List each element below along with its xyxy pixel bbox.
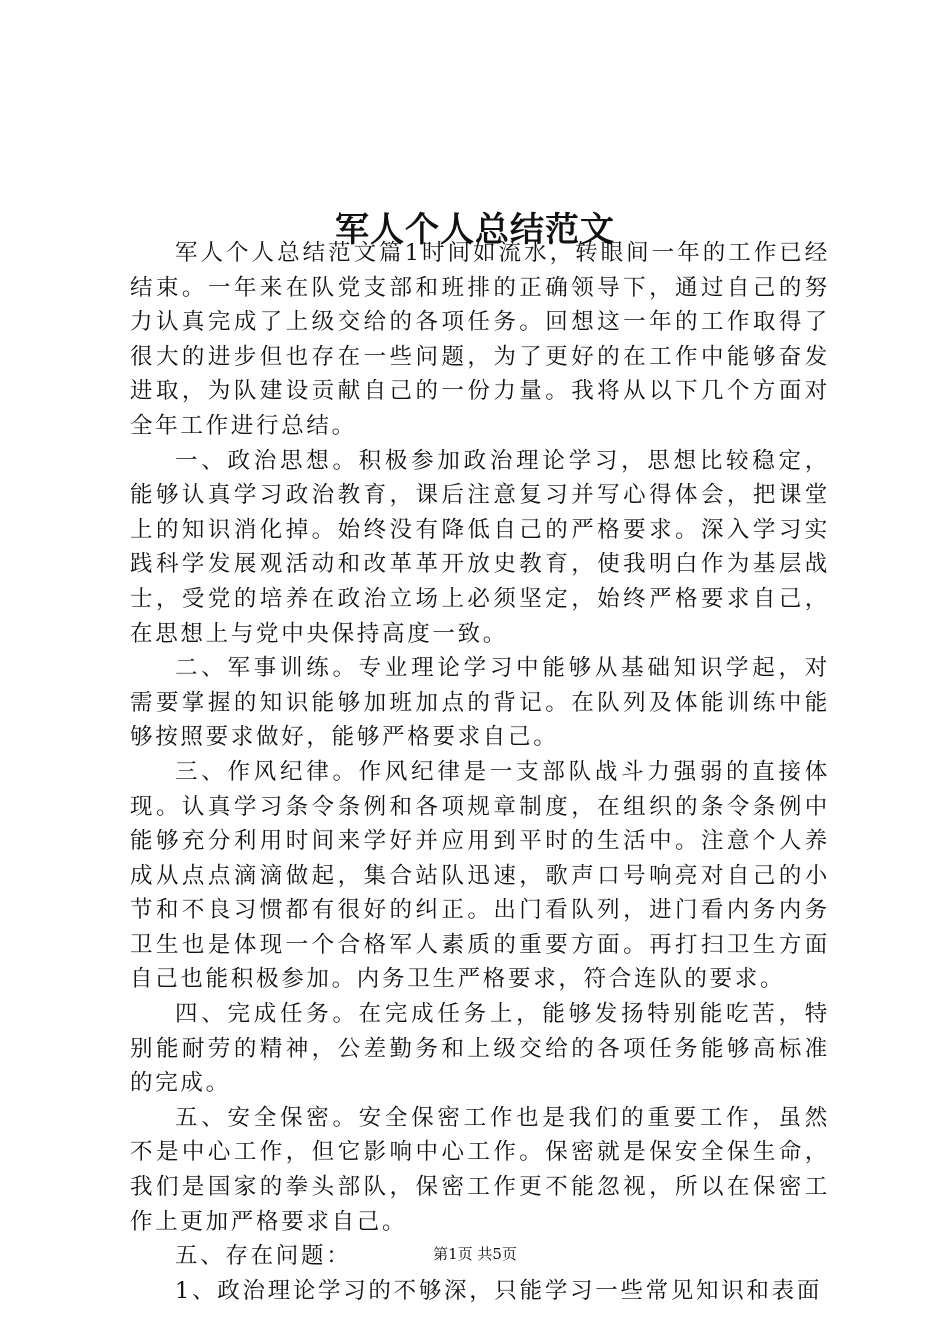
paragraph-security: 五、安全保密。安全保密工作也是我们的重要工作，虽然不是中心工作，但它影响中心工作。保密就是保安全保生命，我们是国家的拳头部队，保密工作更不能忽视，所以在保密工作上更加严格要求自己。 bbox=[130, 1104, 830, 1235]
paragraph-training: 二、军事训练。专业理论学习中能够从基础知识学起，对需要掌握的知识能够加班加点的背记。在队列及体能训练中能够按照要求做好，能够严格要求自己。 bbox=[130, 655, 830, 751]
paragraph-problems-heading: 五、存在问题： bbox=[175, 1243, 352, 1270]
document-body bbox=[130, 236, 830, 1308]
paragraph-tasks: 四、完成任务。在完成任务上，能够发扬特别能吃苦，特别能耐劳的精神，公差勤务和上级交给的各项任务能够高标准的完成。 bbox=[130, 1001, 830, 1097]
paragraph-discipline: 三、作风纪律。作风纪律是一支部队战斗力强弱的直接体现。认真学习条令条例和各项规章制度，在组织的条令条例中能够充分利用时间来学好并应用到平时的生活中。注意个人养成从点点滴滴做起，集合站队迅速，歌声口号响亮对自己的小节和不良习惯都有很好的纠正。出门看队列，进门看内务内务卫生也是体现一个合格军人素质的重要方面。再打扫卫生方面自己也能积极参加。内务卫生严格要求，符合连队的要求。 bbox=[130, 758, 830, 993]
paragraph-politics: 一、政治思想。积极参加政治理论学习，思想比较稳定，能够认真学习政治教育，课后注意复习并写心得体会，把课堂上的知识消化掉。始终没有降低自己的严格要求。深入学习实践科学发展观活动和改革革开放史教育，使我明白作为基层战士，受党的培养在政治立场上必须坚定，始终严格要求自己，在思想上与党中央保持高度一致。 bbox=[130, 447, 830, 647]
paragraph-intro: 军人个人总结范文篇1时间如流水，转眼间一年的工作已经结束。一年来在队党支部和班排的正确领导下，通过自己的努力认真完成了上级交给的各项任务。回想这一年的工作取得了很大的进步但也存在一些问题，为了更好的在工作中能够奋发进取，为队建设贡献自己的一份力量。我将从以下几个方面对全年工作进行总结。 bbox=[130, 240, 830, 439]
paragraph-problem-1: 1、政治理论学习的不够深，只能学习一些常见知识和表面 bbox=[175, 1277, 823, 1304]
page-number-footer: 第1页 共5页 bbox=[433, 1245, 517, 1263]
page-title: 军人个人总结范文 bbox=[335, 209, 615, 250]
